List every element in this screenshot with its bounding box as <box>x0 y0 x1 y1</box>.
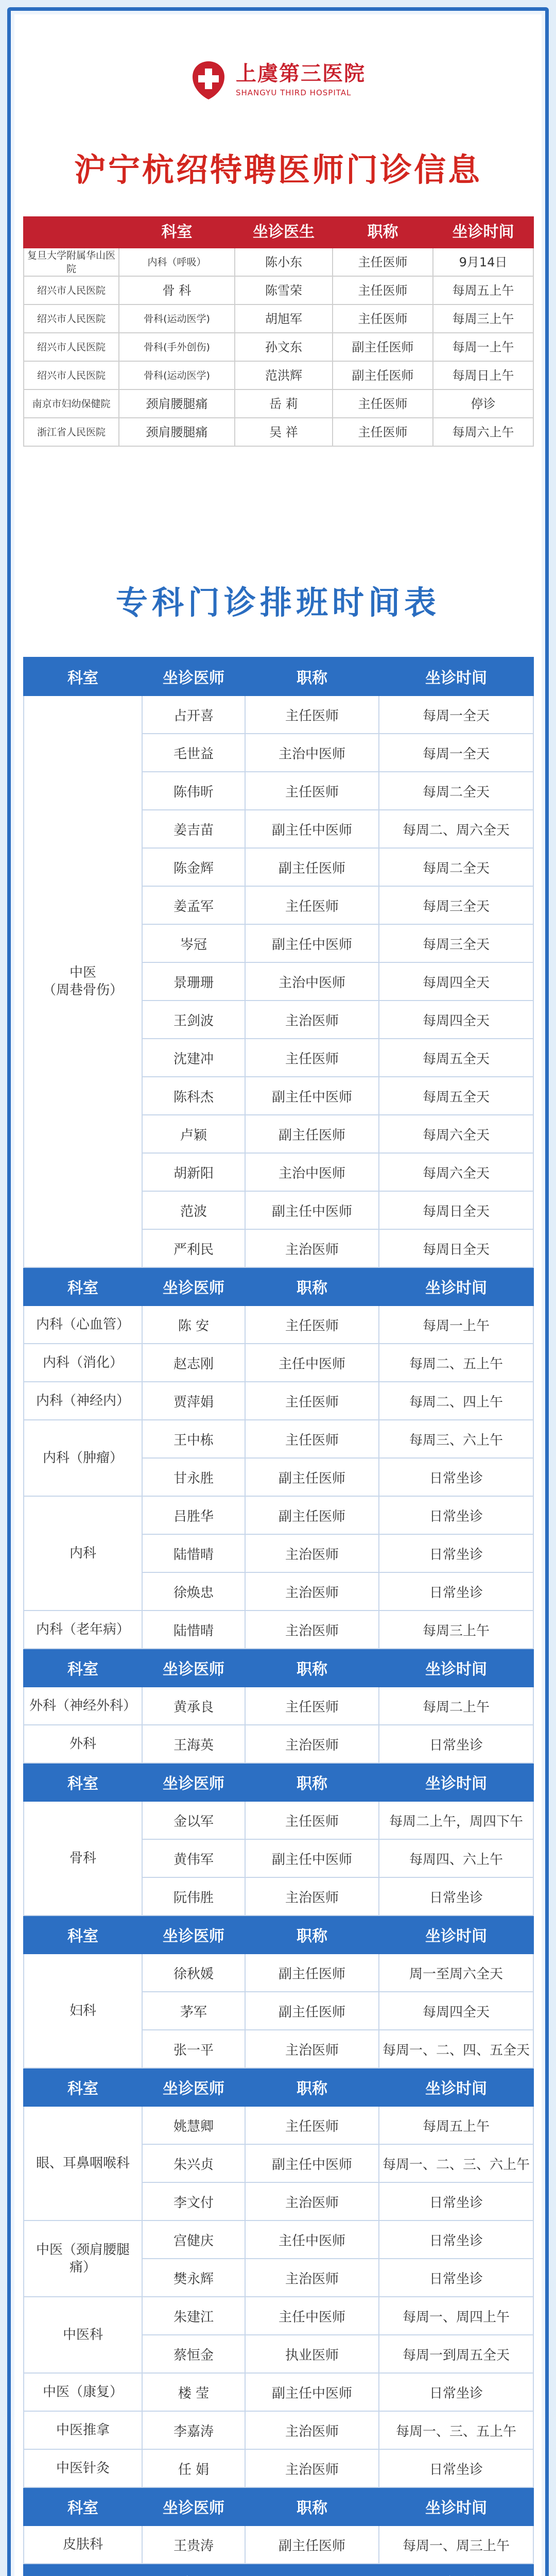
title-cell: 主任医师 <box>245 886 379 924</box>
table-row <box>24 1496 533 1534</box>
doctor-cell: 张一平 <box>142 2030 245 2068</box>
doctor-cell: 范洪辉 <box>235 361 333 389</box>
dept-cell: 内科（消化） <box>24 1344 142 1382</box>
dept-cell: 内科（肿瘤） <box>24 1420 142 1496</box>
doctor-cell: 岑冠 <box>142 924 245 962</box>
table-row <box>24 696 533 734</box>
table-header-row <box>24 2487 533 2526</box>
title-cell: 副主任医师 <box>245 1115 379 1153</box>
title-cell: 执业医师 <box>245 2335 379 2373</box>
table-row <box>24 1725 533 1763</box>
time-cell: 日常坐诊 <box>379 1496 533 1534</box>
dept-cell: 外科（神经外科） <box>24 1687 142 1725</box>
title-cell: 主治医师 <box>245 1229 379 1267</box>
title-cell: 主任医师 <box>333 248 433 276</box>
doctor-cell: 朱兴贞 <box>142 2144 245 2182</box>
title-cell: 主任医师 <box>245 1039 379 1077</box>
title-cell: 主任医师 <box>333 389 433 418</box>
doctor-cell: 陆惜晴 <box>142 1611 245 1649</box>
doctor-cell: 沈建冲 <box>142 1039 245 1077</box>
section2-title: 专科门诊排班时间表 <box>115 584 440 621</box>
dept-cell: 内科 <box>24 1496 142 1611</box>
doctor-cell: 徐焕忠 <box>142 1572 245 1611</box>
time-cell: 每周一、周三上午 <box>379 2526 533 2564</box>
doctor-cell: 黄伟军 <box>142 1839 245 1877</box>
time-cell: 每周六上午 <box>433 418 533 446</box>
time-cell: 每周四、六上午 <box>379 1839 533 1877</box>
table-row <box>24 389 533 418</box>
doctor-cell: 陈金辉 <box>142 848 245 886</box>
time-cell: 每周三全天 <box>379 924 533 962</box>
table-row <box>24 333 533 361</box>
doctor-cell: 王剑波 <box>142 1001 245 1039</box>
doctor-cell: 严利民 <box>142 1229 245 1267</box>
column-header: 坐诊时间 <box>379 657 533 696</box>
dept-cell: 中医 （周巷骨伤） <box>24 696 142 1267</box>
hospital-cell: 复旦大学附属华山医院 <box>24 248 119 276</box>
hospital-name: 上虞第三医院 <box>236 62 366 86</box>
column-header: 坐诊医师 <box>142 2487 245 2526</box>
doctor-cell: 姚慧卿 <box>142 2106 245 2144</box>
title-cell: 主治医师 <box>245 1572 379 1611</box>
title-cell: 主任医师 <box>245 772 379 810</box>
doctor-cell: 姜孟军 <box>142 886 245 924</box>
time-cell: 每周二、四上午 <box>379 1382 533 1420</box>
column-header: 科室 <box>24 2487 142 2526</box>
title-cell: 副主任医师 <box>245 1992 379 2030</box>
time-cell: 日常坐诊 <box>379 1572 533 1611</box>
title-cell: 副主任医师 <box>333 333 433 361</box>
doctor-cell: 李文付 <box>142 2182 245 2221</box>
doctor-cell: 王海英 <box>142 1725 245 1763</box>
time-cell: 每周一、周四上午 <box>379 2297 533 2335</box>
column-header: 坐诊医生 <box>235 217 333 248</box>
column-header: 科室 <box>24 1267 142 1306</box>
time-cell: 9月14日 <box>433 248 533 276</box>
time-cell: 每周六全天 <box>379 1153 533 1191</box>
dept-cell: 骨科 <box>24 1801 142 1916</box>
doctor-cell: 毛世益 <box>142 734 245 772</box>
column-header: 科室 <box>24 1763 142 1801</box>
doctor-cell: 樊永辉 <box>142 2259 245 2297</box>
column-header: 科室 <box>24 2068 142 2106</box>
column-header <box>142 2564 245 2576</box>
title-cell: 主治医师 <box>245 1534 379 1572</box>
doctor-cell: 姜吉苗 <box>142 810 245 848</box>
doctor-cell: 楼 莹 <box>142 2373 245 2411</box>
table-row <box>24 276 533 304</box>
dept-cell: 中医推拿 <box>24 2411 142 2449</box>
table-row <box>24 248 533 276</box>
time-cell: 每周一、二、四、五全天 <box>379 2030 533 2068</box>
title-cell: 主任中医师 <box>245 2221 379 2259</box>
doctor-cell: 王中栋 <box>142 1420 245 1458</box>
time-cell: 停诊 <box>433 389 533 418</box>
doctor-cell: 胡旭军 <box>235 304 333 333</box>
hospital-cross-icon <box>190 59 227 100</box>
table-row <box>24 1306 533 1344</box>
hospital-cell: 绍兴市人民医院 <box>24 304 119 333</box>
table-header-row <box>24 2068 533 2106</box>
table-row <box>24 361 533 389</box>
title-cell: 主治医师 <box>245 2030 379 2068</box>
time-cell: 每周二上午 <box>379 1687 533 1725</box>
doctor-cell: 吕胜华 <box>142 1496 245 1534</box>
table-row <box>24 2526 533 2564</box>
hospital-cell: 绍兴市人民医院 <box>24 276 119 304</box>
table-row <box>24 2106 533 2144</box>
time-cell: 每周二、五上午 <box>379 1344 533 1382</box>
dept-cell: 骨科(运动医学) <box>119 304 235 333</box>
specialist-table <box>23 216 534 447</box>
time-cell: 每周五全天 <box>379 1077 533 1115</box>
title-cell: 主治医师 <box>245 1877 379 1916</box>
title-cell: 副主任中医师 <box>245 1839 379 1877</box>
time-cell: 每周五上午 <box>433 276 533 304</box>
dept-cell: 骨科(手外创伤) <box>119 333 235 361</box>
doctor-cell: 卢颖 <box>142 1115 245 1153</box>
column-header: 科室 <box>24 657 142 696</box>
hospital-cell: 绍兴市人民医院 <box>24 333 119 361</box>
title-cell: 主任医师 <box>245 696 379 734</box>
dept-cell: 内科（呼吸） <box>119 248 235 276</box>
table-row <box>24 2411 533 2449</box>
column-header: 职称 <box>245 2487 379 2526</box>
title-cell: 副主任中医师 <box>245 1077 379 1115</box>
table-header-row <box>24 217 533 248</box>
title-cell: 主任中医师 <box>245 1344 379 1382</box>
title-cell: 主任医师 <box>333 276 433 304</box>
time-cell: 每周二全天 <box>379 848 533 886</box>
doctor-cell: 陆惜晴 <box>142 1534 245 1572</box>
time-cell: 每周二全天 <box>379 772 533 810</box>
time-cell: 每周六全天 <box>379 1115 533 1153</box>
title-cell: 主任医师 <box>245 2106 379 2144</box>
hospital-cell: 绍兴市人民医院 <box>24 361 119 389</box>
column-header <box>24 2564 142 2576</box>
doctor-cell: 吴 祥 <box>235 418 333 446</box>
title-cell: 副主任医师 <box>245 1458 379 1496</box>
column-header: 职称 <box>245 1916 379 1954</box>
table-row <box>24 1344 533 1382</box>
hospital-cell: 浙江省人民医院 <box>24 418 119 446</box>
table-header-row <box>24 1267 533 1306</box>
column-header: 坐诊时间 <box>379 1649 533 1687</box>
title-cell: 主治医师 <box>245 2182 379 2221</box>
column-header: 坐诊医师 <box>142 1916 245 1954</box>
title-cell: 主治医师 <box>245 1725 379 1763</box>
title-cell: 副主任医师 <box>245 2526 379 2564</box>
dept-cell: 眼、耳鼻咽喉科 <box>24 2106 142 2221</box>
doctor-cell: 金以军 <box>142 1801 245 1839</box>
column-header: 职称 <box>245 1763 379 1801</box>
column-header: 坐诊时间 <box>379 2068 533 2106</box>
column-header: 坐诊时间 <box>379 2487 533 2526</box>
column-header: 坐诊时间 <box>433 217 533 248</box>
title-cell: 副主任中医师 <box>245 2373 379 2411</box>
dept-cell: 内科（老年病） <box>24 1611 142 1649</box>
doctor-cell: 陈小东 <box>235 248 333 276</box>
title-cell: 主任医师 <box>333 418 433 446</box>
doctor-cell: 阮伟胜 <box>142 1877 245 1916</box>
table-row <box>24 1687 533 1725</box>
time-cell: 每周三上午 <box>433 304 533 333</box>
time-cell: 每周三、六上午 <box>379 1420 533 1458</box>
time-cell: 每周日上午 <box>433 361 533 389</box>
doctor-cell: 蔡恒金 <box>142 2335 245 2373</box>
table-row <box>24 2373 533 2411</box>
column-header <box>24 217 119 248</box>
column-header: 科室 <box>24 1649 142 1687</box>
time-cell: 每周四全天 <box>379 962 533 1001</box>
doctor-cell: 孙文东 <box>235 333 333 361</box>
dept-cell: 颈肩腰腿痛 <box>119 418 235 446</box>
table-row <box>24 2297 533 2335</box>
column-header: 职称 <box>245 2068 379 2106</box>
doctor-cell: 陈雪荣 <box>235 276 333 304</box>
dept-cell: 骨科(运动医学) <box>119 361 235 389</box>
title-cell: 副主任中医师 <box>245 2144 379 2182</box>
time-cell: 每周三上午 <box>379 1611 533 1649</box>
doctor-cell: 黄承良 <box>142 1687 245 1725</box>
title-cell: 主任医师 <box>245 1687 379 1725</box>
time-cell: 每周一上午 <box>379 1306 533 1344</box>
table-row <box>24 418 533 446</box>
time-cell: 每周一上午 <box>433 333 533 361</box>
title-cell: 主治中医师 <box>245 962 379 1001</box>
title-cell: 主治医师 <box>245 2259 379 2297</box>
doctor-cell: 徐秋媛 <box>142 1954 245 1992</box>
time-cell: 日常坐诊 <box>379 2182 533 2221</box>
doctor-cell: 茅军 <box>142 1992 245 2030</box>
dept-cell: 内科（神经内） <box>24 1382 142 1420</box>
time-cell: 每周四全天 <box>379 1001 533 1039</box>
column-header: 职称 <box>245 1267 379 1306</box>
column-header: 坐诊医师 <box>142 1267 245 1306</box>
title-cell: 主治中医师 <box>245 734 379 772</box>
title-cell: 副主任中医师 <box>245 1191 379 1229</box>
doctor-cell: 陈 安 <box>142 1306 245 1344</box>
doctor-cell: 王贵涛 <box>142 2526 245 2564</box>
time-cell: 日常坐诊 <box>379 2221 533 2259</box>
time-cell: 周一至周六全天 <box>379 1954 533 1992</box>
table-row <box>24 1420 533 1458</box>
dept-cell: 内科（心血管） <box>24 1306 142 1344</box>
doctor-cell: 陈伟昕 <box>142 772 245 810</box>
title-cell: 主治中医师 <box>245 1153 379 1191</box>
time-cell: 每周五全天 <box>379 1039 533 1077</box>
dept-cell: 中医科 <box>24 2297 142 2373</box>
hospital-name-en: SHANGYU THIRD HOSPITAL <box>236 88 352 97</box>
title-cell: 主任医师 <box>245 1306 379 1344</box>
time-cell: 日常坐诊 <box>379 1534 533 1572</box>
dept-cell: 妇科 <box>24 1954 142 2068</box>
time-cell: 每周日全天 <box>379 1191 533 1229</box>
title-cell: 主任医师 <box>333 304 433 333</box>
time-cell: 每周二、周六全天 <box>379 810 533 848</box>
dept-cell: 皮肤科 <box>24 2526 142 2564</box>
doctor-cell: 占开喜 <box>142 696 245 734</box>
dept-cell: 颈肩腰腿痛 <box>119 389 235 418</box>
column-header: 坐诊医师 <box>142 1649 245 1687</box>
table-row <box>24 2449 533 2487</box>
doctor-cell: 景珊珊 <box>142 962 245 1001</box>
doctor-cell: 陈科杰 <box>142 1077 245 1115</box>
column-header: 坐诊时间 <box>379 1763 533 1801</box>
section1-title: 沪宁杭绍特聘医师门诊信息 <box>74 151 482 189</box>
doctor-cell: 范波 <box>142 1191 245 1229</box>
time-cell: 每周一全天 <box>379 696 533 734</box>
title-cell: 主治医师 <box>245 2449 379 2487</box>
time-cell: 日常坐诊 <box>379 2449 533 2487</box>
title-cell: 主任医师 <box>245 1420 379 1458</box>
time-cell: 每周一、二、三、六上午 <box>379 2144 533 2182</box>
table-header-row <box>24 657 533 696</box>
column-header: 职称 <box>245 1649 379 1687</box>
time-cell: 每周一、三、五上午 <box>379 2411 533 2449</box>
title-cell: 主治医师 <box>245 1611 379 1649</box>
time-cell: 每周二上午，周四下午 <box>379 1801 533 1839</box>
table-row <box>24 1954 533 1992</box>
title-cell: 主任中医师 <box>245 2297 379 2335</box>
dept-cell: 中医（康复） <box>24 2373 142 2411</box>
table-header-row <box>24 1916 533 1954</box>
column-header: 坐诊医师 <box>142 1763 245 1801</box>
doctor-cell: 岳 莉 <box>235 389 333 418</box>
table-row <box>24 1611 533 1649</box>
table-header-row <box>24 2564 533 2576</box>
dept-cell: 中医（颈肩腰腿痛） <box>24 2221 142 2297</box>
column-header <box>379 2564 533 2576</box>
table-row <box>24 2221 533 2259</box>
column-header: 坐诊医师 <box>142 2068 245 2106</box>
column-header: 坐诊时间 <box>379 1916 533 1954</box>
title-cell: 副主任医师 <box>245 1954 379 1992</box>
title-cell: 副主任中医师 <box>245 810 379 848</box>
column-header: 科室 <box>119 217 235 248</box>
dept-cell: 中医针灸 <box>24 2449 142 2487</box>
dept-cell: 骨 科 <box>119 276 235 304</box>
doctor-cell: 任 娟 <box>142 2449 245 2487</box>
doctor-cell: 胡新阳 <box>142 1153 245 1191</box>
time-cell: 日常坐诊 <box>379 1458 533 1496</box>
column-header: 职称 <box>333 217 433 248</box>
table-row <box>24 1382 533 1420</box>
title-cell: 主任医师 <box>245 1801 379 1839</box>
hospital-logo <box>0 49 556 111</box>
dept-cell: 外科 <box>24 1725 142 1763</box>
column-header: 科室 <box>24 1916 142 1954</box>
time-cell: 每周日全天 <box>379 1229 533 1267</box>
title-cell: 副主任医师 <box>245 848 379 886</box>
time-cell: 每周四全天 <box>379 1992 533 2030</box>
time-cell: 日常坐诊 <box>379 2373 533 2411</box>
title-cell: 主任医师 <box>245 1382 379 1420</box>
doctor-cell: 甘永胜 <box>142 1458 245 1496</box>
time-cell: 每周三全天 <box>379 886 533 924</box>
table-row <box>24 304 533 333</box>
title-cell: 主治医师 <box>245 1001 379 1039</box>
schedule-table <box>23 657 534 2576</box>
time-cell: 日常坐诊 <box>379 1725 533 1763</box>
hospital-cell: 南京市妇幼保健院 <box>24 389 119 418</box>
time-cell: 日常坐诊 <box>379 2259 533 2297</box>
table-header-row <box>24 1649 533 1687</box>
column-header: 坐诊医师 <box>142 657 245 696</box>
column-header: 坐诊时间 <box>379 1267 533 1306</box>
doctor-cell: 李嘉涛 <box>142 2411 245 2449</box>
table-row <box>24 1801 533 1839</box>
title-cell: 副主任中医师 <box>245 924 379 962</box>
table-header-row <box>24 1763 533 1801</box>
time-cell: 日常坐诊 <box>379 1877 533 1916</box>
column-header: 职称 <box>245 657 379 696</box>
title-cell: 副主任医师 <box>333 361 433 389</box>
title-cell: 副主任医师 <box>245 1496 379 1534</box>
time-cell: 每周五上午 <box>379 2106 533 2144</box>
doctor-cell: 宫健庆 <box>142 2221 245 2259</box>
doctor-cell: 朱建江 <box>142 2297 245 2335</box>
doctor-cell: 赵志刚 <box>142 1344 245 1382</box>
doctor-cell: 贾萍娟 <box>142 1382 245 1420</box>
title-cell: 主治医师 <box>245 2411 379 2449</box>
time-cell: 每周一全天 <box>379 734 533 772</box>
time-cell: 每周一到周五全天 <box>379 2335 533 2373</box>
column-header <box>245 2564 379 2576</box>
